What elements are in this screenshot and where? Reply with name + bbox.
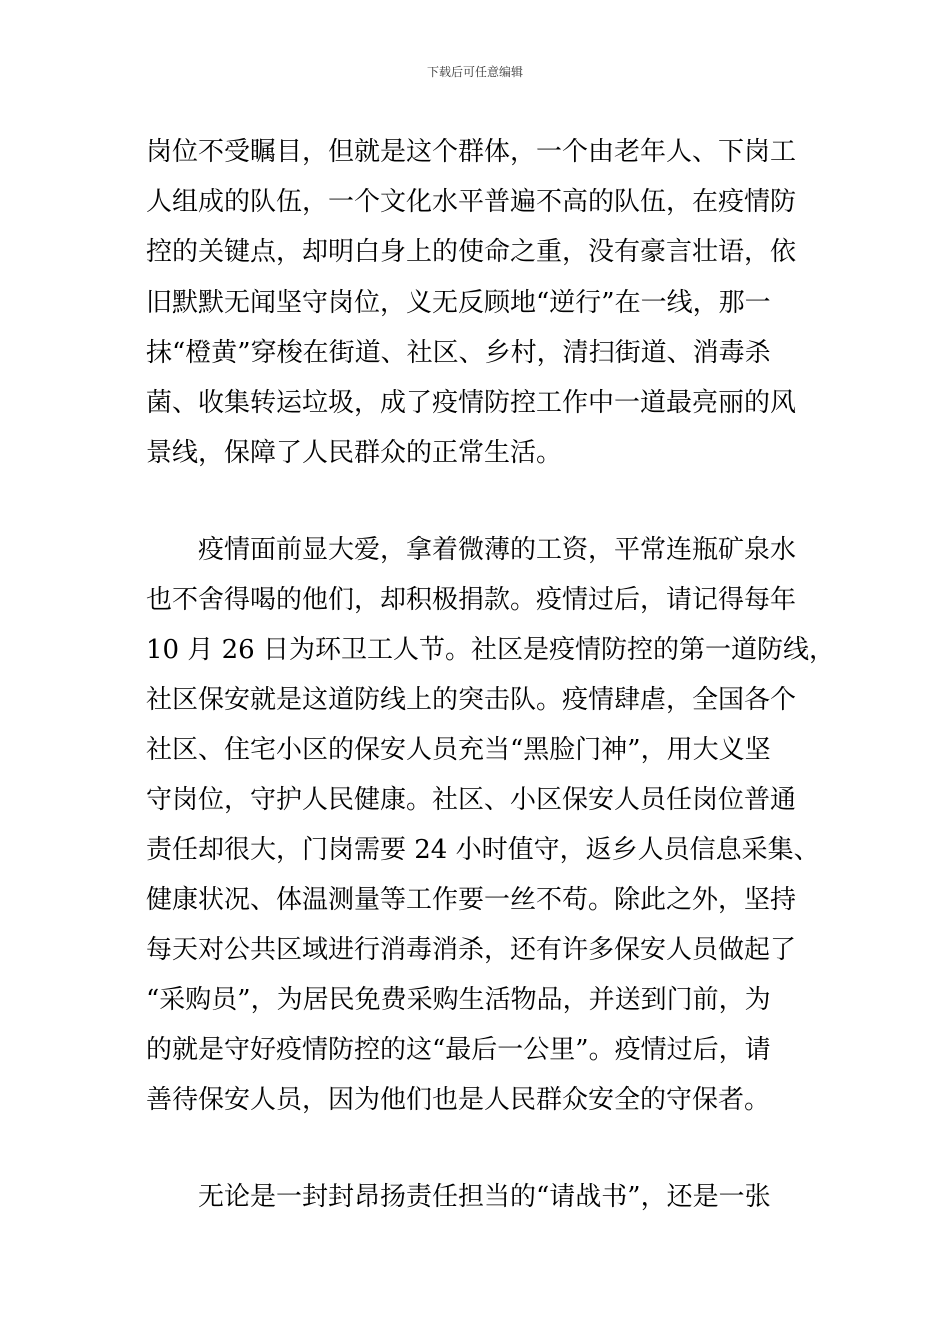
text-line: 岗位不受瞩目，但就是这个群体，一个由老年人、下岗工 [146,137,797,167]
text-line: 景线，保障了人民群众的正常生活。 [146,438,563,468]
page-header: 下载后可任意编辑 [426,65,523,79]
text-line: 10 月 26 日为环卫工人节。社区是疫情防控的第一道防线， [146,635,835,665]
text-line: 菌、收集转运垃圾，成了疫情防控工作中一道最亮丽的风 [146,388,797,418]
text-line: 每天对公共区域进行消毒消杀，还有许多保安人员做起了 [146,935,797,965]
text-line: 抹“橙黄”穿梭在街道、社区、乡村，清扫街道、消毒杀 [146,338,771,368]
text-line: 旧默默无闻坚守岗位，义无反顾地“逆行”在一线，那一 [146,288,771,318]
text-line: 控的关键点，却明白身上的使命之重，没有豪言壮语，依 [146,237,797,267]
text-line: 的就是守好疫情防控的这“最后一公里”。疫情过后，请 [146,1035,771,1065]
text-line: 也不舍得喝的他们，却积极捐款。疫情过后，请记得每年 [146,585,797,615]
text-line: “采购员”，为居民免费采购生活物品，并送到门前，为 [146,985,771,1015]
text-line: 疫情面前显大爱，拿着微薄的工资，平常连瓶矿泉水 [198,535,797,565]
text-line: 无论是一封封昂扬责任担当的“请战书”，还是一张 [198,1182,771,1212]
text-line: 守岗位，守护人民健康。社区、小区保安人员任岗位普通 [146,785,797,815]
text-line: 善待保安人员，因为他们也是人民群众安全的守保者。 [146,1085,771,1115]
text-line: 人组成的队伍，一个文化水平普遍不高的队伍，在疫情防 [146,187,797,217]
text-line: 社区保安就是这道防线上的突击队。疫情肆虐，全国各个 [146,685,797,715]
text-line: 责任却很大，门岗需要 24 小时值守，返乡人员信息采集、 [146,835,820,865]
text-line: 社区、住宅小区的保安人员充当“黑脸门神”，用大义坚 [146,735,771,765]
text-line: 健康状况、体温测量等工作要一丝不苟。除此之外，坚持 [146,885,797,915]
